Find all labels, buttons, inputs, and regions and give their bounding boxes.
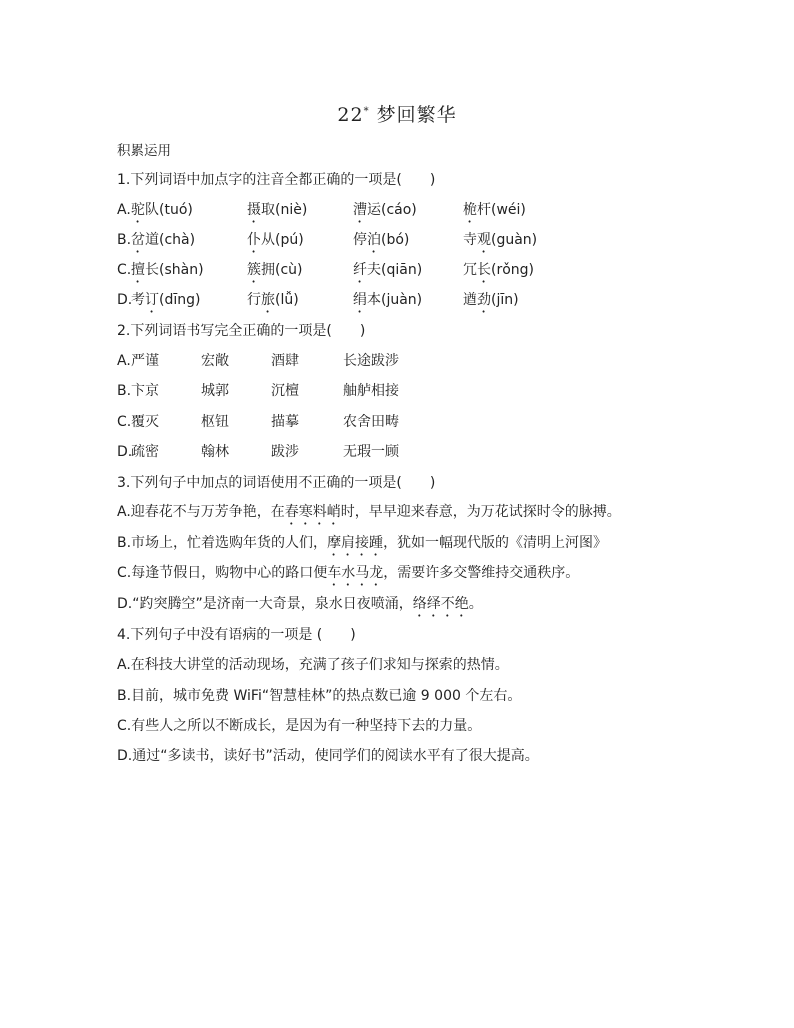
q1-option-row — [117, 230, 717, 250]
dotted-char: 观 — [477, 232, 491, 248]
option-label: A. — [117, 202, 131, 218]
option-word: 描摹 — [271, 414, 299, 430]
option-word: 城郭 — [201, 383, 229, 399]
dotted-char: 泊 — [367, 232, 381, 248]
dotted-idiom: 络绎不绝 — [412, 596, 469, 612]
dotted-char: 桅 — [463, 202, 477, 218]
dotted-char: 纤 — [353, 262, 367, 278]
option-label: B. — [117, 232, 132, 248]
option-term: 纤夫(qiān) — [353, 262, 423, 278]
dotted-char: 擅 — [131, 262, 145, 278]
dotted-idiom: 春寒料峭 — [284, 504, 341, 520]
option-label: D. — [117, 444, 133, 460]
dotted-char: 绢 — [353, 292, 367, 308]
dotted-char: 仆 — [247, 232, 261, 248]
dotted-char: 长 — [477, 262, 491, 278]
dotted-char: 摄 — [247, 202, 261, 218]
dotted-char: 劲 — [477, 292, 491, 308]
q3-option-line: D.“趵突腾空”是济南一大奇景，泉水日夜喷涌，络绎不绝。 — [117, 596, 483, 612]
option-word: 跋涉 — [271, 444, 299, 460]
dotted-char: 漕 — [353, 202, 367, 218]
option-word: 无瑕一顾 — [343, 444, 399, 460]
q3-option-line: C.每逢节假日，购物中心的路口便车水马龙，需要许多交警维持交通秩序。 — [117, 565, 580, 581]
q2-option-row — [117, 381, 717, 401]
q2-option-row — [117, 412, 717, 432]
option-word: 严谨 — [131, 353, 159, 369]
q4-stem: 4.下列句子中没有语病的一项是 ( ) — [117, 627, 356, 643]
q2-option-row — [117, 442, 717, 462]
option-word: 长途跋涉 — [343, 353, 399, 369]
option-word: 沉檀 — [271, 383, 299, 399]
option-word: 覆灭 — [131, 414, 159, 430]
option-term: 桅杆(wéi) — [463, 202, 526, 218]
option-term: 停泊(bó) — [353, 232, 410, 248]
option-term: 绢本(juàn) — [353, 292, 423, 308]
option-word: 酒肆 — [271, 353, 299, 369]
option-term: 漕运(cáo) — [353, 202, 417, 218]
option-word: 卞京 — [131, 383, 159, 399]
option-term: 冗长(rǒng) — [463, 262, 535, 278]
q4-option-line: A.在科技大讲堂的活动现场，充满了孩子们求知与探索的热情。 — [117, 657, 509, 673]
option-word: 翰林 — [201, 444, 229, 460]
option-term: 仆从(pú) — [247, 232, 304, 248]
dotted-char: 订 — [145, 292, 159, 308]
option-term: 簇拥(cù) — [247, 262, 303, 278]
option-term: 考订(dīng) — [131, 292, 201, 308]
dotted-char: 簇 — [247, 262, 261, 278]
dotted-char: 旅 — [261, 292, 275, 308]
page-title — [0, 100, 794, 127]
option-term: 摄取(niè) — [247, 202, 308, 218]
option-term: 岔道(chà) — [131, 232, 196, 248]
q2-option-row — [117, 351, 717, 371]
q1-option-row — [117, 290, 717, 310]
option-word: 舳舻相接 — [343, 383, 399, 399]
q4-option-line: B.目前，城市免费 WiFi“智慧桂林”的热点数已逾 9 000 个左右。 — [117, 688, 522, 704]
q1-option-row — [117, 260, 717, 280]
option-term: 行旅(lǚ) — [247, 292, 299, 308]
option-label: C. — [117, 414, 132, 430]
option-term: 擅长(shàn) — [131, 262, 204, 278]
q3-stem: 3.下列句子中加点的词语使用不正确的一项是( ) — [117, 475, 436, 491]
option-term: 遒劲(jīn) — [463, 292, 519, 308]
option-word: 枢钮 — [201, 414, 229, 430]
q2-stem: 2.下列词语书写完全正确的一项是( ) — [117, 323, 366, 339]
q4-option-line: D.通过“多读书，读好书”活动，使同学们的阅读水平有了很大提高。 — [117, 748, 539, 764]
option-label: D. — [117, 292, 133, 308]
option-term: 驼队(tuó) — [131, 202, 193, 218]
option-label: C. — [117, 262, 132, 278]
dotted-char: 岔 — [131, 232, 145, 248]
title-text: 梦回繁华 — [376, 104, 457, 126]
q3-option-line: A.迎春花不与万芳争艳，在春寒料峭时，早早迎来春意，为万花试探时令的脉搏。 — [117, 504, 621, 520]
option-word: 宏敞 — [201, 353, 229, 369]
title-number: 22 — [337, 104, 364, 126]
dotted-idiom: 车水马龙 — [327, 565, 384, 581]
title-mark: * — [363, 106, 370, 117]
q4-option-line: C.有些人之所以不断成长，是因为有一种坚持下去的力量。 — [117, 718, 482, 734]
q3-option-line: B.市场上，忙着选购年货的人们，摩肩接踵，犹如一幅现代版的《清明上河图》 — [117, 535, 608, 551]
option-term: 寺观(guàn) — [463, 232, 538, 248]
q1-option-row — [117, 200, 717, 220]
option-word: 农舍田畴 — [343, 414, 399, 430]
dotted-char: 驼 — [131, 202, 145, 218]
option-word: 疏密 — [131, 444, 159, 460]
option-label: A. — [117, 353, 131, 369]
dotted-idiom: 摩肩接踵 — [327, 535, 384, 551]
section-heading: 积累运用 — [117, 143, 171, 159]
option-label: B. — [117, 383, 132, 399]
q1-stem: 1.下列词语中加点字的注音全都正确的一项是( ) — [117, 172, 436, 188]
